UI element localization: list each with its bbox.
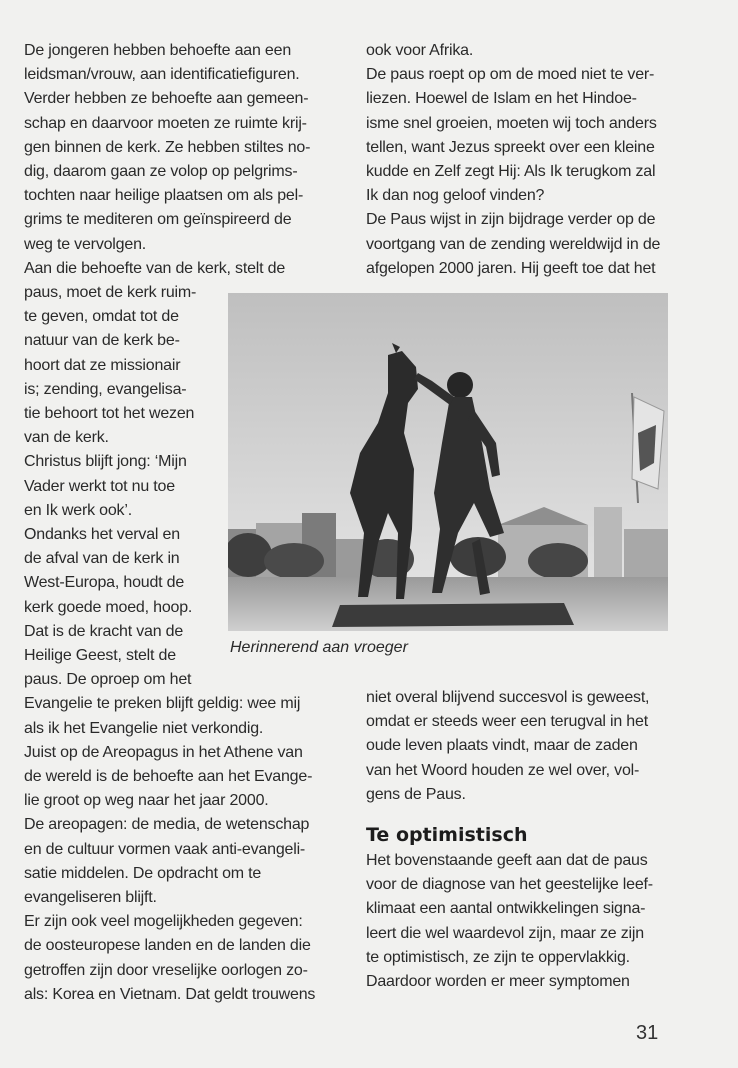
text-line: Juist op de Areopagus in het Athene van <box>24 743 303 761</box>
text-line: leidsman/vrouw, aan identificatiefiguren. <box>24 66 300 84</box>
text-line: paus. De oproep om het <box>24 671 192 689</box>
text-line: en Ik werk ook’. <box>24 501 132 519</box>
text-line: De areopagen: de media, de wetenschap <box>24 816 310 834</box>
statue-photo <box>228 293 668 631</box>
page-number: 31 <box>636 1022 659 1044</box>
text-line: van de kerk. <box>24 429 109 447</box>
text-line: Ik dan nog geloof vinden? <box>366 187 545 205</box>
text-line: oude leven plaats vindt, maar de zaden <box>366 737 638 755</box>
text-line: Aan die behoefte van de kerk, stelt de <box>24 259 286 277</box>
text-line: klimaat een aantal ontwikkelingen signa- <box>366 900 646 918</box>
text-line: weg te vervolgen. <box>24 235 147 253</box>
text-line: isme snel groeien, moeten wij toch anders <box>366 114 657 132</box>
text-line: natuur van de kerk be- <box>24 332 180 350</box>
text-line: evangeliseren blijft. <box>24 889 157 906</box>
text-line: De jongeren hebben behoefte aan een <box>24 42 292 59</box>
text-line: gens de Paus. <box>366 785 466 803</box>
text-line: Verder hebben ze behoefte aan gemeen- <box>24 90 309 108</box>
text-line: paus, moet de kerk ruim- <box>24 284 197 301</box>
text-line: van het Woord houden ze wel over, vol- <box>366 761 640 779</box>
text-line: voor de diagnose van het geestelijke leef- <box>366 876 653 894</box>
text-line: voortgang van de zending wereldwijd in de <box>366 235 661 253</box>
photo-caption: Herinnerend aan vroeger <box>230 639 408 656</box>
text-line: Er zijn ook veel mogelijkheden gegeven: <box>24 913 303 931</box>
text-line: de oosteuropese landen en de landen die <box>24 937 311 955</box>
text-line: als ik het Evangelie niet verkondig. <box>24 719 264 737</box>
text-line: Heilige Geest, stelt de <box>24 647 176 664</box>
text-line: De Paus wijst in zijn bijdrage verder op de <box>366 211 656 229</box>
text-line: Vader werkt tot nu toe <box>24 477 175 495</box>
text-line: dig, daarom gaan ze volop op pelgrims- <box>24 163 298 180</box>
text-line: Christus blijft jong: ‘Mijn <box>24 453 187 471</box>
text-line: Het bovenstaande geeft aan dat de paus <box>366 852 648 869</box>
text-line: satie middelen. De opdracht om te <box>24 864 262 882</box>
text-line: en de cultuur vormen vaak anti-evangeli- <box>24 840 306 858</box>
text-line: niet overal blijvend succesvol is geweest, <box>366 689 650 706</box>
text-line: hoort dat ze missionair <box>24 356 181 374</box>
text-line: is; zending, evangelisa- <box>24 380 187 398</box>
text-line: Evangelie te preken blijft geldig: wee mij <box>24 695 301 713</box>
text-line: te optimistisch, ze zijn te oppervlakkig. <box>366 948 630 966</box>
text-line: kudde en Zelf zegt Hij: Als Ik terugkom zal <box>366 163 656 180</box>
text-line: tochten naar heilige plaatsen om als pel- <box>24 187 304 205</box>
text-line: kerk goede moed, hoop. <box>24 598 193 616</box>
text-line: Ondanks het verval en <box>24 526 180 543</box>
text-line: als: Korea en Vietnam. Dat geldt trouwens <box>24 985 316 1003</box>
text-line: grims te mediteren om geïnspireerd de <box>24 211 292 229</box>
text-line: Dat is de kracht van de <box>24 622 184 640</box>
text-line: tie behoort tot het wezen <box>24 405 195 422</box>
text-line: schap en daarvoor moeten ze ruimte krij- <box>24 114 307 132</box>
text-line: gen binnen de kerk. Ze hebben stiltes no- <box>24 138 311 156</box>
text-line: lie groot op weg naar het jaar 2000. <box>24 792 269 810</box>
text-line: getroffen zijn door vreselijke oorlogen zo- <box>24 961 308 979</box>
text-line: liezen. Hoewel de Islam en het Hindoe- <box>366 90 637 108</box>
text-line: de afval van de kerk in <box>24 550 180 568</box>
text-line: leert die wel waardevol zijn, maar ze zijn <box>366 924 644 942</box>
text-line: tellen, want Jezus spreekt over een kleine <box>366 138 655 156</box>
text-line: ook voor Afrika. <box>366 42 474 59</box>
text-line: omdat er steeds weer een terugval in het <box>366 713 648 731</box>
text-line: De paus roept op om de moed niet te ver- <box>366 66 655 84</box>
text-line: afgelopen 2000 jaren. Hij geeft toe dat het <box>366 259 656 277</box>
section-heading: Te optimistisch <box>366 824 528 846</box>
text-line: Daardoor worden er meer symptomen <box>366 973 630 990</box>
text-line: te geven, omdat tot de <box>24 308 179 326</box>
text-line: West-Europa, houdt de <box>24 574 185 592</box>
text-line: de wereld is de behoefte aan het Evange- <box>24 768 313 785</box>
